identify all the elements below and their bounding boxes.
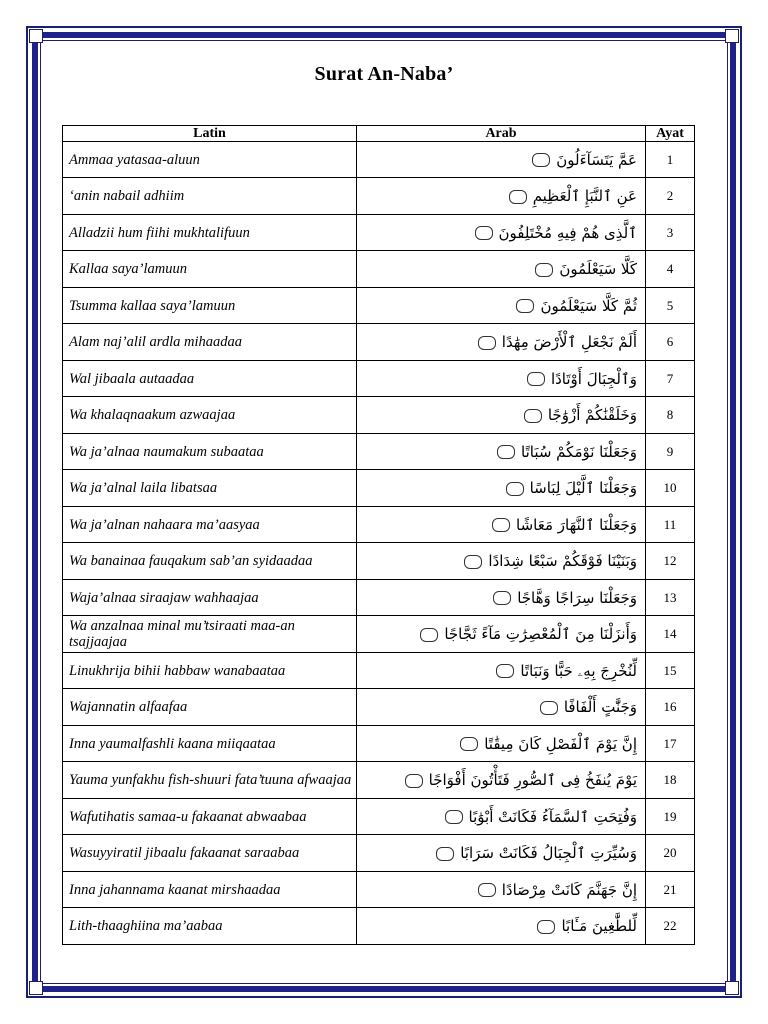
verse-end-marker-icon xyxy=(497,445,515,459)
table-row xyxy=(63,288,695,324)
table-row xyxy=(63,507,695,543)
ayat-number-cell: 13 xyxy=(646,580,695,616)
ayat-number-cell: 6 xyxy=(646,324,695,361)
arab-verse-text: عَنِ ٱلنَّبَإِ ٱلْعَظِيمِ xyxy=(532,187,637,205)
latin-cell: Wa ja’alnan nahaara ma’aasyaa xyxy=(63,507,357,543)
ayat-number-cell: 8 xyxy=(646,397,695,434)
ayat-number-cell: 9 xyxy=(646,434,695,470)
arab-cell xyxy=(357,872,646,908)
table-row xyxy=(63,689,695,726)
arab-cell xyxy=(357,762,646,799)
verse-end-marker-icon xyxy=(527,372,545,386)
arab-verse-text: وَسُيِّرَتِ ٱلْجِبَالُ فَكَانَتْ سَرَابًا xyxy=(460,844,637,862)
corner-ornament-bottom-left xyxy=(29,981,43,995)
arab-cell xyxy=(357,507,646,543)
latin-cell: Wajannatin alfaafaa xyxy=(63,689,357,726)
arab-cell xyxy=(357,726,646,762)
latin-cell: ‘anin nabail adhiim xyxy=(63,178,357,215)
table-row xyxy=(63,580,695,616)
ayat-number-cell: 14 xyxy=(646,616,695,653)
arab-cell xyxy=(357,580,646,616)
ayat-table xyxy=(62,125,695,945)
arab-cell xyxy=(357,543,646,580)
latin-cell: Kallaa saya’lamuun xyxy=(63,251,357,288)
ayat-number-cell: 2 xyxy=(646,178,695,215)
arab-cell xyxy=(357,835,646,872)
ayat-number-cell: 12 xyxy=(646,543,695,580)
latin-cell: Yauma yunfakhu fish-shuuri fata’tuuna afwaajaa xyxy=(63,762,357,799)
ayat-number-cell: 22 xyxy=(646,908,695,945)
table-row xyxy=(63,543,695,580)
table-row xyxy=(63,324,695,361)
table-row xyxy=(63,799,695,835)
verse-end-marker-icon xyxy=(460,737,478,751)
latin-cell: Ammaa yatasaa-aluun xyxy=(63,142,357,178)
ayat-number-cell: 16 xyxy=(646,689,695,726)
arab-cell xyxy=(357,616,646,653)
table-row xyxy=(63,835,695,872)
arab-cell xyxy=(357,142,646,178)
arab-verse-text: وَجَعَلْنَا سِرَاجًا وَهَّاجًا xyxy=(517,588,637,607)
verse-end-marker-icon xyxy=(445,810,463,824)
ayat-number-cell: 18 xyxy=(646,762,695,799)
latin-cell: Wa khalaqnaakum azwaajaa xyxy=(63,397,357,434)
arab-verse-text: لِّلطَّٰغِينَ مَـَٔابًا xyxy=(561,917,637,935)
arab-cell xyxy=(357,799,646,835)
latin-cell: Tsumma kallaa saya’lamuun xyxy=(63,288,357,324)
ayat-number-cell: 10 xyxy=(646,470,695,507)
header-arab: Arab xyxy=(357,126,646,142)
arab-verse-text: وَفُتِحَتِ ٱلسَّمَآءُ فَكَانَتْ أَبْوَٰبًا xyxy=(468,807,637,826)
verse-end-marker-icon xyxy=(540,701,558,715)
table-row xyxy=(63,470,695,507)
arab-verse-text: وَأَنزَلْنَا مِنَ ٱلْمُعْصِرَٰتِ مَآءً ثَجَّاجًا xyxy=(444,625,637,643)
arab-verse-text: وَجَعَلْنَا ٱلَّيْلَ لِبَاسًا xyxy=(529,479,637,497)
verse-end-marker-icon xyxy=(509,190,527,204)
arab-verse-text: يَوْمَ يُنفَخُ فِى ٱلصُّورِ فَتَأْتُونَ أَفْوَاجًا xyxy=(428,771,637,789)
verse-end-marker-icon xyxy=(535,263,553,277)
verse-end-marker-icon xyxy=(493,591,511,605)
verse-end-marker-icon xyxy=(492,518,510,532)
arab-verse-text: كَلَّا سَيَعْلَمُونَ xyxy=(559,260,637,278)
verse-end-marker-icon xyxy=(532,153,550,167)
latin-cell: Waja’alnaa siraajaw wahhaajaa xyxy=(63,580,357,616)
ayat-number-cell: 7 xyxy=(646,361,695,397)
table-body xyxy=(63,142,695,945)
corner-ornament-bottom-right xyxy=(725,981,739,995)
arab-verse-text: وَجَنَّٰتٍ أَلْفَافًا xyxy=(563,698,637,716)
verse-end-marker-icon xyxy=(475,226,493,240)
table-row xyxy=(63,762,695,799)
arab-cell xyxy=(357,361,646,397)
arab-cell xyxy=(357,288,646,324)
verse-end-marker-icon xyxy=(436,847,454,861)
latin-cell: Wa ja’alnal laila libatsaa xyxy=(63,470,357,507)
latin-cell: Inna jahannama kaanat mirshaadaa xyxy=(63,872,357,908)
arab-verse-text: لِّنُخْرِجَ بِهِۦ حَبًّا وَنَبَاتًا xyxy=(520,661,637,680)
table-row xyxy=(63,872,695,908)
arab-verse-text: إِنَّ يَوْمَ ٱلْفَصْلِ كَانَ مِيقَٰتًا xyxy=(484,734,637,753)
arab-cell xyxy=(357,251,646,288)
latin-cell: Linukhrija bihii habbaw wanabaataa xyxy=(63,653,357,689)
arab-cell xyxy=(357,215,646,251)
corner-ornament-top-right xyxy=(725,29,739,43)
table-row xyxy=(63,908,695,945)
verse-end-marker-icon xyxy=(516,299,534,313)
verse-end-marker-icon xyxy=(524,409,542,423)
verse-end-marker-icon xyxy=(420,628,438,642)
arab-verse-text: ثُمَّ كَلَّا سَيَعْلَمُونَ xyxy=(540,296,637,315)
ayat-number-cell: 20 xyxy=(646,835,695,872)
page-title: Surat An-Naba’ xyxy=(314,63,454,85)
latin-cell: Wa banainaa fauqakum sab’an syidaadaa xyxy=(63,543,357,580)
verse-end-marker-icon xyxy=(496,664,514,678)
arab-cell xyxy=(357,653,646,689)
table-row xyxy=(63,397,695,434)
arab-verse-text: ٱلَّذِى هُمْ فِيهِ مُخْتَلِفُونَ xyxy=(498,223,637,242)
ayat-number-cell: 1 xyxy=(646,142,695,178)
verse-end-marker-icon xyxy=(478,883,496,897)
verse-end-marker-icon xyxy=(506,482,524,496)
latin-cell: Alam naj’alil ardla mihaadaa xyxy=(63,324,357,361)
table-row xyxy=(63,142,695,178)
ayat-number-cell: 5 xyxy=(646,288,695,324)
table-row xyxy=(63,726,695,762)
latin-cell: Wa anzalnaa minal mu’tsiraati maa-an tsajjaajaa xyxy=(63,616,357,653)
arab-cell xyxy=(357,470,646,507)
ayat-number-cell: 3 xyxy=(646,215,695,251)
ayat-number-cell: 21 xyxy=(646,872,695,908)
arab-cell xyxy=(357,434,646,470)
table-row xyxy=(63,434,695,470)
table-row xyxy=(63,653,695,689)
verse-end-marker-icon xyxy=(464,555,482,569)
arab-cell xyxy=(357,397,646,434)
verse-end-marker-icon xyxy=(478,336,496,350)
arab-cell xyxy=(357,178,646,215)
table-header-row xyxy=(63,126,695,142)
arab-verse-text: وَخَلَقْنَٰكُمْ أَزْوَٰجًا xyxy=(547,406,637,424)
arab-verse-text: أَلَمْ نَجْعَلِ ٱلْأَرْضَ مِهَٰدًا xyxy=(501,333,637,351)
header-ayat: Ayat xyxy=(646,126,695,142)
latin-cell: Wa ja’alnaa naumakum subaataa xyxy=(63,434,357,470)
latin-cell: Wafutihatis samaa-u fakaanat abwaabaa xyxy=(63,799,357,835)
arab-verse-text: وَبَنَيْنَا فَوْقَكُمْ سَبْعًا شِدَادًا xyxy=(488,552,637,570)
ayat-number-cell: 11 xyxy=(646,507,695,543)
latin-cell: Alladzii hum fiihi mukhtalifuun xyxy=(63,215,357,251)
table-row xyxy=(63,616,695,653)
table-row xyxy=(63,251,695,288)
latin-cell: Inna yaumalfashli kaana miiqaataa xyxy=(63,726,357,762)
table-row xyxy=(63,215,695,251)
ayat-number-cell: 19 xyxy=(646,799,695,835)
arab-cell xyxy=(357,324,646,361)
verse-end-marker-icon xyxy=(405,774,423,788)
corner-ornament-top-left xyxy=(29,29,43,43)
ayat-number-cell: 15 xyxy=(646,653,695,689)
arab-verse-text: وَجَعَلْنَا ٱلنَّهَارَ مَعَاشًا xyxy=(516,515,637,534)
latin-cell: Wasuyyiratil jibaalu fakaanat saraabaa xyxy=(63,835,357,872)
ayat-number-cell: 17 xyxy=(646,726,695,762)
arab-cell xyxy=(357,689,646,726)
latin-cell: Lith-thaaghiina ma’aabaa xyxy=(63,908,357,945)
arab-verse-text: وَجَعَلْنَا نَوْمَكُمْ سُبَاتًا xyxy=(521,442,637,461)
arab-verse-text: وَٱلْجِبَالَ أَوْتَادًا xyxy=(550,369,637,388)
ayat-number-cell: 4 xyxy=(646,251,695,288)
verse-end-marker-icon xyxy=(537,920,555,934)
arab-cell xyxy=(357,908,646,945)
table-row xyxy=(63,178,695,215)
table-row xyxy=(63,361,695,397)
arab-verse-text: إِنَّ جَهَنَّمَ كَانَتْ مِرْصَادًا xyxy=(501,880,637,899)
arab-verse-text: عَمَّ يَتَسَآءَلُونَ xyxy=(556,150,637,169)
header-latin: Latin xyxy=(63,126,357,142)
latin-cell: Wal jibaala autaadaa xyxy=(63,361,357,397)
